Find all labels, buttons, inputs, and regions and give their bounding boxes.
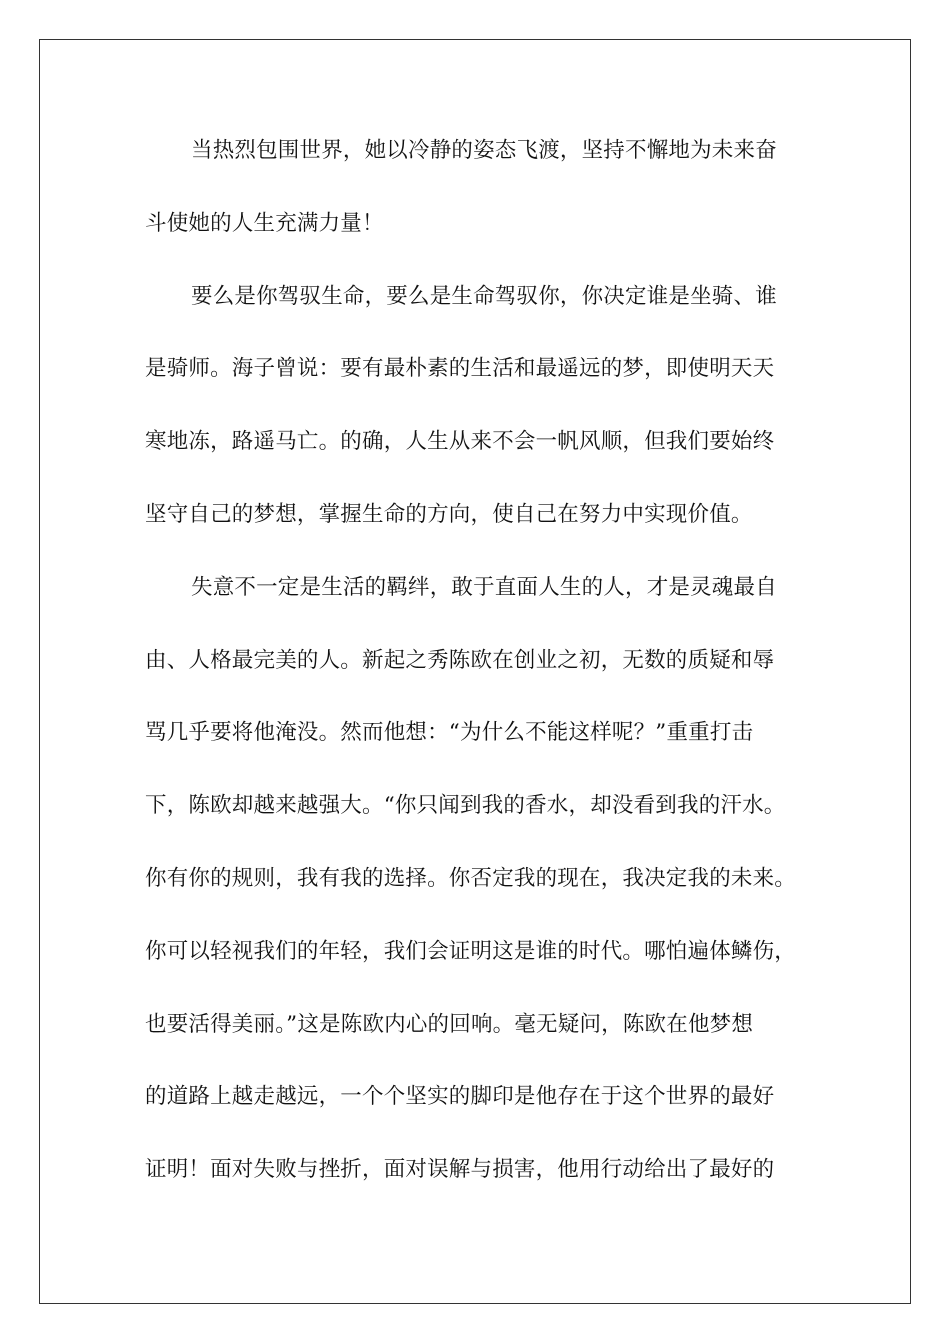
text-line-8: 由、人格最完美的人。新起之秀陈欧在创业之初，无数的质疑和辱: [145, 647, 775, 673]
text-line-1: 当热烈包围世界，她以冷静的姿态飞渡，坚持不懈地为未来奋: [191, 138, 777, 163]
text-line-15: 证明！面对失败与挫折，面对误解与损害，他用行动给出了最好的: [145, 1157, 775, 1183]
text-line-7: 失意不一定是生活的羁绊，敢于直面人生的人，才是灵魂最自: [191, 574, 777, 600]
text-line-2: 斗使她的人生充满力量！: [145, 210, 384, 236]
text-line-9: 骂几乎要将他淹没。然而他想：“为什么不能这样呢？”重重打击: [145, 720, 754, 746]
text-line-5: 寒地冻，路遥马亡。的确，人生从来不会一帆风顺，但我们要始终: [145, 429, 775, 455]
document-body: [145, 129, 815, 1221]
text-line-4: 是骑师。海子曾说：要有最朴素的生活和最遥远的梦，即使明天天: [145, 356, 775, 382]
text-line-6: 坚守自己的梦想，掌握生命的方向，使自己在努力中实现价值。: [145, 501, 753, 527]
text-line-10: 下，陈欧却越来越强大。“你只闻到我的香水，却没看到我的汗水。: [145, 793, 786, 819]
text-line-3: 要么是你驾驭生命，要么是生命驾驭你，你决定谁是坐骑、谁: [191, 283, 777, 309]
text-line-14: 的道路上越走越远，一个个坚实的脚印是他存在于这个世界的最好: [145, 1084, 775, 1110]
text-line-11: 你有你的规则，我有我的选择。你否定我的现在，我决定我的未来。: [145, 865, 797, 891]
text-line-13: 也要活得美丽。”这是陈欧内心的回响。毫无疑问，陈欧在他梦想: [145, 1011, 754, 1037]
text-line-12: 你可以轻视我们的年轻，我们会证明这是谁的时代。哪怕遍体鳞伤，: [145, 938, 797, 964]
